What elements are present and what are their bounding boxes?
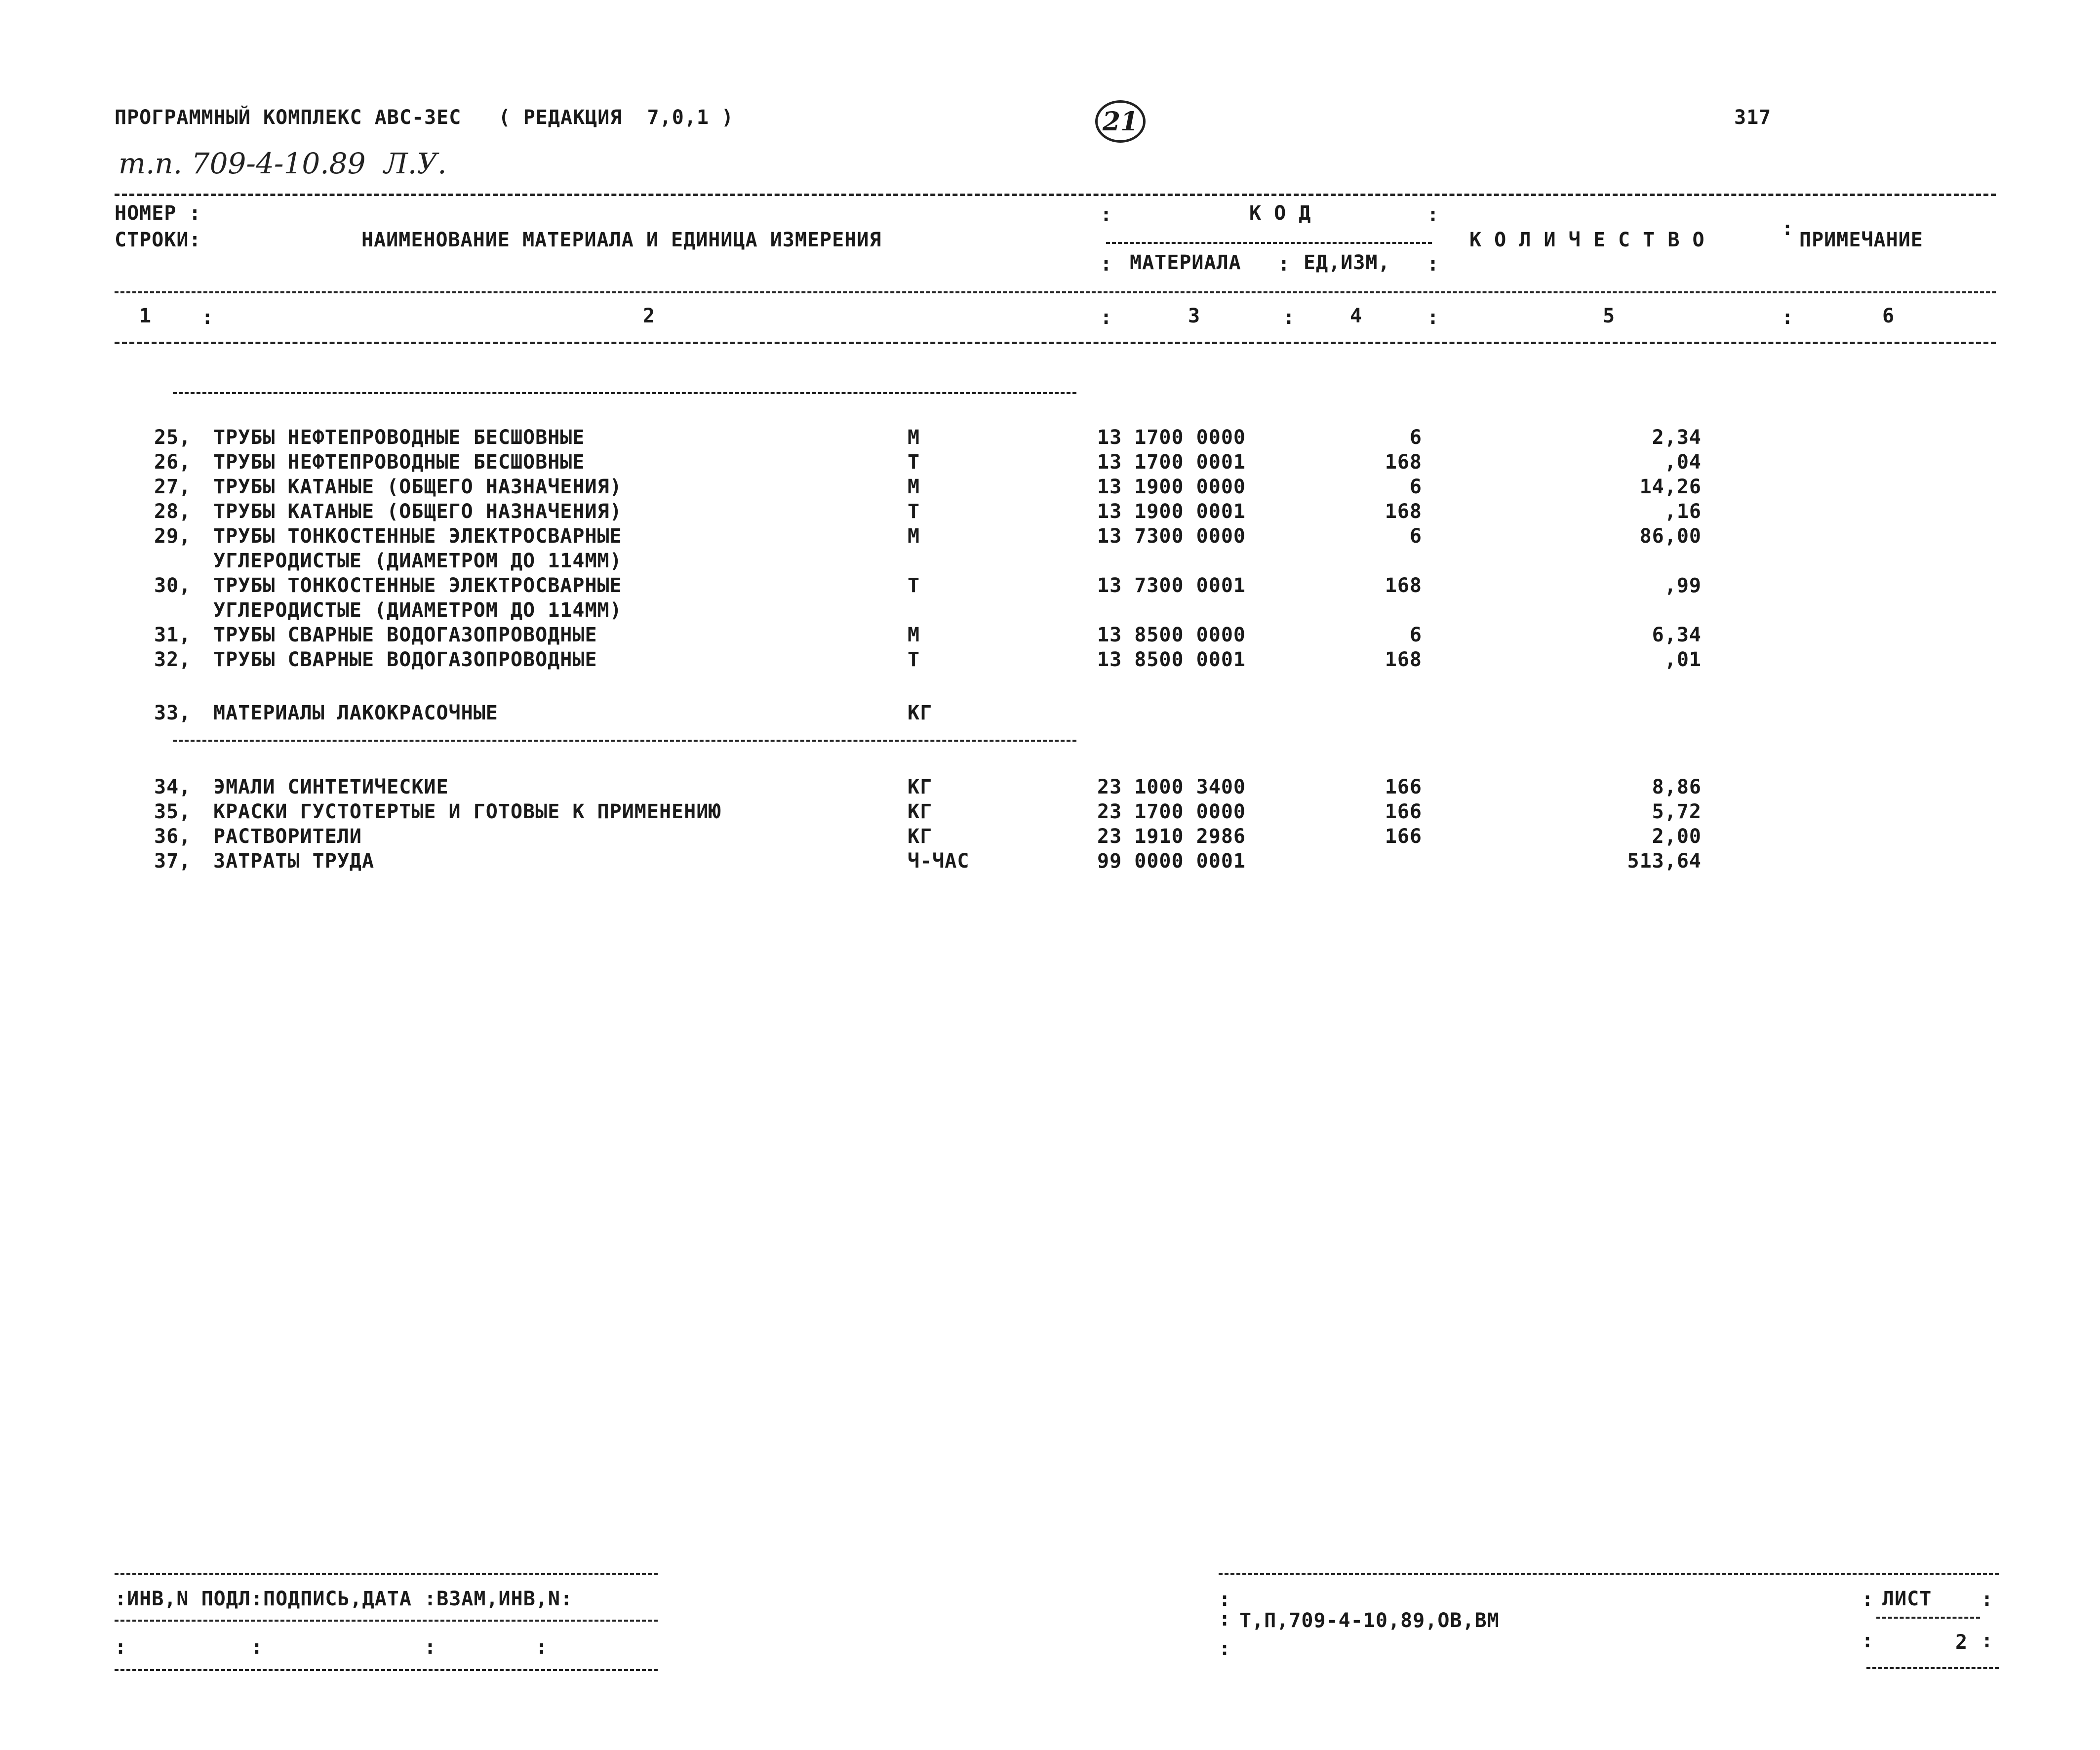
footer-right-bottom-rule xyxy=(1866,1667,1999,1669)
footer-left-cells: : : : : xyxy=(115,1636,548,1659)
material-name-continued: УГЛЕРОДИСТЫЕ (ДИАМЕТРОМ ДО 114ММ) xyxy=(213,550,622,572)
material-code: 23 1700 0000 xyxy=(1097,800,1246,823)
quantity-value: 8,86 xyxy=(1652,776,1702,798)
unit-of-measure: Ч-ЧАС xyxy=(908,850,970,873)
quantity-value: 2,00 xyxy=(1652,825,1702,848)
material-name: ТРУБЫ ТОНКОСТЕННЫЕ ЭЛЕКТРОСВАРНЫЕ xyxy=(213,525,622,548)
quantity-value: 14,26 xyxy=(1639,476,1702,498)
header-bottom-rule xyxy=(115,342,1996,344)
group-rule xyxy=(173,740,1076,742)
footer-right-top-rule xyxy=(1219,1573,1999,1575)
material-name: КРАСКИ ГУСТОТЕРТЫЕ И ГОТОВЫЕ К ПРИМЕНЕНИЮ xyxy=(213,800,721,823)
group-rule xyxy=(173,392,1076,394)
row-number: 33, xyxy=(154,702,192,724)
material-code: 13 1700 0001 xyxy=(1097,451,1246,474)
unit-code: 6 xyxy=(1409,624,1422,646)
quantity-value: 2,34 xyxy=(1652,426,1702,449)
material-code: 13 1900 0001 xyxy=(1097,500,1246,523)
material-code: 13 8500 0001 xyxy=(1097,648,1246,671)
unit-code: 166 xyxy=(1385,776,1422,798)
row-number: 31, xyxy=(154,624,192,646)
separator: : xyxy=(1862,1588,1874,1611)
quantity-value: 5,72 xyxy=(1652,800,1702,823)
col-number-6: 6 xyxy=(1882,305,1895,327)
code-subheader-rule xyxy=(1106,242,1432,244)
separator: : xyxy=(1427,306,1439,329)
col-number-5: 5 xyxy=(1603,305,1616,327)
col-number-4: 4 xyxy=(1350,305,1363,327)
material-name: РАСТВОРИТЕЛИ xyxy=(213,825,362,848)
row-number: 35, xyxy=(154,800,192,823)
separator: : xyxy=(1219,1608,1231,1631)
col-code-material: МАТЕРИАЛА xyxy=(1130,251,1241,274)
unit-of-measure: М xyxy=(908,426,920,449)
sheet-label: ЛИСТ xyxy=(1882,1588,1932,1610)
separator: : xyxy=(1219,1588,1231,1611)
unit-code: 166 xyxy=(1385,800,1422,823)
material-name-continued: УГЛЕРОДИСТЫЕ (ДИАМЕТРОМ ДО 114ММ) xyxy=(213,599,622,622)
material-name: ТРУБЫ КАТАНЫЕ (ОБЩЕГО НАЗНАЧЕНИЯ) xyxy=(213,500,622,523)
row-number: 32, xyxy=(154,648,192,671)
footer-left-top-rule xyxy=(115,1573,658,1575)
unit-of-measure: М xyxy=(908,624,920,646)
quantity-value: 513,64 xyxy=(1627,850,1702,873)
separator: : xyxy=(1427,203,1439,226)
material-code: 13 8500 0000 xyxy=(1097,624,1246,646)
row-number: 25, xyxy=(154,426,192,449)
material-name: ТРУБЫ СВАРНЫЕ ВОДОГАЗОПРОВОДНЫЕ xyxy=(213,624,597,646)
unit-of-measure: Т xyxy=(908,574,920,597)
separator: : xyxy=(1782,217,1794,240)
unit-code: 6 xyxy=(1409,476,1422,498)
col-rowno-line1: НОМЕР : xyxy=(115,202,201,225)
separator: : xyxy=(1862,1630,1874,1652)
separator: : xyxy=(201,306,214,329)
unit-of-measure: КГ xyxy=(908,825,933,848)
document-code: Т,П,709-4-10,89,ОВ,ВМ xyxy=(1239,1609,1500,1632)
row-number: 37, xyxy=(154,850,192,873)
program-title: ПРОГРАММНЫЙ КОМПЛЕКС АВС-3ЕС ( РЕДАКЦИЯ 7,0,1 ) xyxy=(115,106,734,129)
row-number: 26, xyxy=(154,451,192,474)
quantity-value: ,04 xyxy=(1664,451,1702,474)
row-number: 29, xyxy=(154,525,192,548)
quantity-value: 86,00 xyxy=(1639,525,1702,548)
material-code: 23 1910 2986 xyxy=(1097,825,1246,848)
col-quantity-header: К О Л И Ч Е С Т В О xyxy=(1469,229,1705,251)
sheet-rule xyxy=(1876,1617,1980,1619)
footer-left-bottom-rule xyxy=(115,1669,658,1671)
row-number: 28, xyxy=(154,500,192,523)
material-name: ЗАТРАТЫ ТРУДА xyxy=(213,850,375,873)
material-code: 13 7300 0000 xyxy=(1097,525,1246,548)
quantity-value: 6,34 xyxy=(1652,624,1702,646)
col-number-2: 2 xyxy=(643,305,656,327)
unit-of-measure: Т xyxy=(908,648,920,671)
unit-code: 6 xyxy=(1409,426,1422,449)
unit-of-measure: Т xyxy=(908,451,920,474)
separator: : xyxy=(1981,1630,1993,1652)
unit-code: 168 xyxy=(1385,574,1422,597)
sheet-number: 2 xyxy=(1955,1631,1968,1654)
material-name: ТРУБЫ НЕФТЕПРОВОДНЫЕ БЕСШОВНЫЕ xyxy=(213,451,585,474)
material-code: 13 7300 0001 xyxy=(1097,574,1246,597)
col-name-header: НАИМЕНОВАНИЕ МАТЕРИАЛА И ЕДИНИЦА ИЗМЕРЕНИЯ xyxy=(361,229,882,251)
unit-code: 168 xyxy=(1385,648,1422,671)
material-name: ЭМАЛИ СИНТЕТИЧЕСКИЕ xyxy=(213,776,449,798)
material-code: 13 1900 0000 xyxy=(1097,476,1246,498)
footer-left-mid-rule xyxy=(115,1620,658,1622)
handwritten-reference: т.п. 709-4-10.89 Л.У. xyxy=(119,147,447,180)
material-code: 13 1700 0000 xyxy=(1097,426,1246,449)
unit-code: 6 xyxy=(1409,525,1422,548)
unit-of-measure: КГ xyxy=(908,702,933,724)
circled-number: 21 xyxy=(1102,106,1139,137)
circled-page-mark xyxy=(1095,100,1146,143)
separator: : xyxy=(1782,306,1794,329)
separator: : xyxy=(1981,1588,1993,1611)
material-name: ТРУБЫ КАТАНЫЕ (ОБЩЕГО НАЗНАЧЕНИЯ) xyxy=(213,476,622,498)
quantity-value: ,16 xyxy=(1664,500,1702,523)
unit-of-measure: КГ xyxy=(908,776,933,798)
unit-of-measure: М xyxy=(908,476,920,498)
separator: : xyxy=(1100,253,1112,276)
col-number-1: 1 xyxy=(139,305,152,327)
material-name: МАТЕРИАЛЫ ЛАКОКРАСОЧНЫЕ xyxy=(213,702,498,724)
header-top-rule xyxy=(115,194,1996,196)
row-number: 27, xyxy=(154,476,192,498)
separator: : xyxy=(1100,203,1112,226)
col-code-header: К О Д xyxy=(1249,202,1311,225)
material-code: 23 1000 3400 xyxy=(1097,776,1246,798)
footer-left-labels: :ИНВ,N ПОДЛ:ПОДПИСЬ,ДАТА :ВЗАМ,ИНВ,N: xyxy=(115,1588,573,1610)
page-number: 317 xyxy=(1734,106,1772,129)
col-rowno-line2: СТРОКИ: xyxy=(115,229,201,251)
separator: : xyxy=(1278,253,1290,276)
col-note-header: ПРИМЕЧАНИЕ xyxy=(1799,229,1923,251)
col-code-unit: ЕД,ИЗМ, xyxy=(1304,251,1390,274)
separator: : xyxy=(1219,1637,1231,1660)
material-name: ТРУБЫ НЕФТЕПРОВОДНЫЕ БЕСШОВНЫЕ xyxy=(213,426,585,449)
separator: : xyxy=(1427,253,1439,276)
material-name: ТРУБЫ ТОНКОСТЕННЫЕ ЭЛЕКТРОСВАРНЫЕ xyxy=(213,574,622,597)
row-number: 30, xyxy=(154,574,192,597)
separator: : xyxy=(1283,306,1295,329)
material-name: ТРУБЫ СВАРНЫЕ ВОДОГАЗОПРОВОДНЫЕ xyxy=(213,648,597,671)
row-number: 36, xyxy=(154,825,192,848)
header-mid-rule xyxy=(115,291,1996,293)
unit-code: 168 xyxy=(1385,500,1422,523)
material-code: 99 0000 0001 xyxy=(1097,850,1246,873)
unit-of-measure: М xyxy=(908,525,920,548)
quantity-value: ,01 xyxy=(1664,648,1702,671)
unit-code: 168 xyxy=(1385,451,1422,474)
unit-of-measure: КГ xyxy=(908,800,933,823)
unit-of-measure: Т xyxy=(908,500,920,523)
unit-code: 166 xyxy=(1385,825,1422,848)
quantity-value: ,99 xyxy=(1664,574,1702,597)
col-number-3: 3 xyxy=(1188,305,1201,327)
separator: : xyxy=(1100,306,1112,329)
row-number: 34, xyxy=(154,776,192,798)
